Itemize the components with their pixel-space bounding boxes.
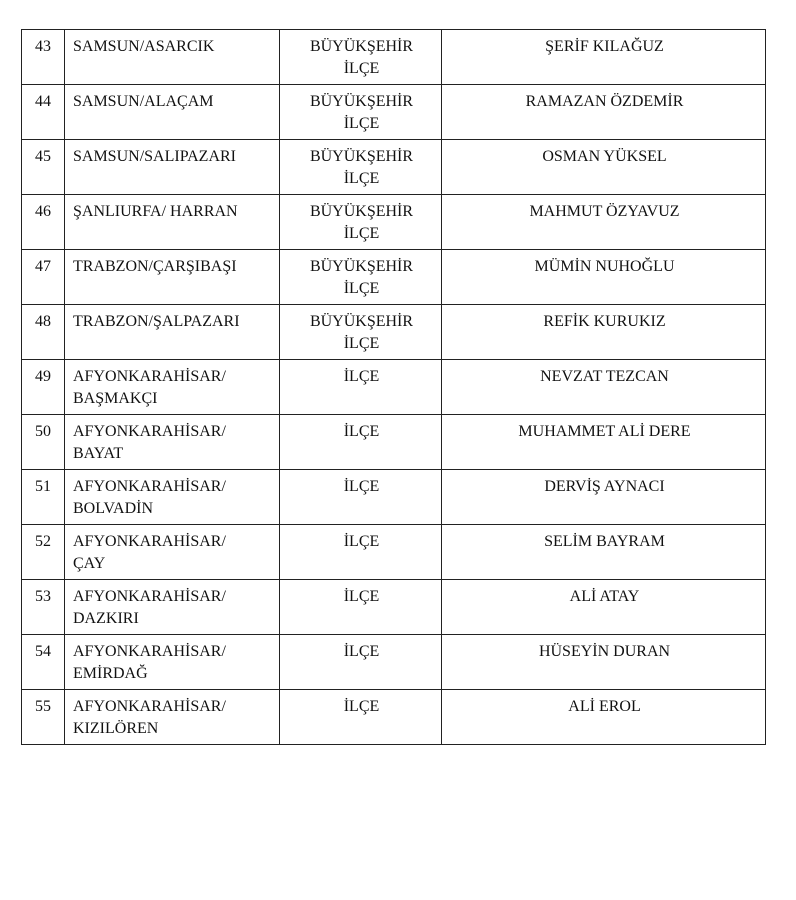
table-row [22,360,766,415]
candidate-name: ŞERİF KILAĞUZ [442,30,766,85]
row-number: 51 [22,470,65,525]
row-number: 43 [22,30,65,85]
province-district: TRABZON/ÇARŞIBAŞI [65,250,280,305]
province-district: AFYONKARAHİSAR/ EMİRDAĞ [65,635,280,690]
table-row [22,305,766,360]
table-row [22,195,766,250]
province-district: SAMSUN/ASARCIK [65,30,280,85]
table-row [22,140,766,195]
row-number: 50 [22,415,65,470]
candidate-table-body [22,30,766,745]
candidate-name: DERVİŞ AYNACI [442,470,766,525]
province-district: AFYONKARAHİSAR/ DAZKIRI [65,580,280,635]
candidate-name: REFİK KURUKIZ [442,305,766,360]
candidate-name: ALİ ATAY [442,580,766,635]
table-row [22,30,766,85]
row-number: 44 [22,85,65,140]
row-number: 55 [22,690,65,745]
candidate-name: OSMAN YÜKSEL [442,140,766,195]
municipality-type: İLÇE [280,635,442,690]
row-number: 53 [22,580,65,635]
row-number: 45 [22,140,65,195]
candidate-name: MAHMUT ÖZYAVUZ [442,195,766,250]
municipality-type: BÜYÜKŞEHİR İLÇE [280,30,442,85]
table-row [22,415,766,470]
candidate-name: SELİM BAYRAM [442,525,766,580]
candidate-name: NEVZAT TEZCAN [442,360,766,415]
municipality-type: İLÇE [280,525,442,580]
municipality-type: BÜYÜKŞEHİR İLÇE [280,305,442,360]
row-number: 49 [22,360,65,415]
municipality-type: BÜYÜKŞEHİR İLÇE [280,140,442,195]
row-number: 54 [22,635,65,690]
table-row [22,690,766,745]
municipality-type: İLÇE [280,470,442,525]
province-district: ŞANLIURFA/ HARRAN [65,195,280,250]
table-row [22,525,766,580]
province-district: AFYONKARAHİSAR/ BOLVADİN [65,470,280,525]
table-row [22,470,766,525]
candidate-name: MÜMİN NUHOĞLU [442,250,766,305]
province-district: AFYONKARAHİSAR/ BAŞMAKÇI [65,360,280,415]
row-number: 52 [22,525,65,580]
table-row [22,635,766,690]
province-district: AFYONKARAHİSAR/ ÇAY [65,525,280,580]
province-district: SAMSUN/SALIPAZARI [65,140,280,195]
municipality-type: İLÇE [280,415,442,470]
municipality-type: BÜYÜKŞEHİR İLÇE [280,195,442,250]
municipality-type: İLÇE [280,360,442,415]
table-row [22,250,766,305]
table-row [22,580,766,635]
municipality-type: İLÇE [280,690,442,745]
province-district: AFYONKARAHİSAR/ BAYAT [65,415,280,470]
row-number: 48 [22,305,65,360]
candidate-name: ALİ EROL [442,690,766,745]
candidate-name: MUHAMMET ALİ DERE [442,415,766,470]
municipality-type: İLÇE [280,580,442,635]
row-number: 46 [22,195,65,250]
row-number: 47 [22,250,65,305]
candidate-table [21,29,766,745]
candidate-name: HÜSEYİN DURAN [442,635,766,690]
table-row [22,85,766,140]
candidate-name: RAMAZAN ÖZDEMİR [442,85,766,140]
province-district: TRABZON/ŞALPAZARI [65,305,280,360]
municipality-type: BÜYÜKŞEHİR İLÇE [280,85,442,140]
province-district: SAMSUN/ALAÇAM [65,85,280,140]
municipality-type: BÜYÜKŞEHİR İLÇE [280,250,442,305]
province-district: AFYONKARAHİSAR/ KIZILÖREN [65,690,280,745]
